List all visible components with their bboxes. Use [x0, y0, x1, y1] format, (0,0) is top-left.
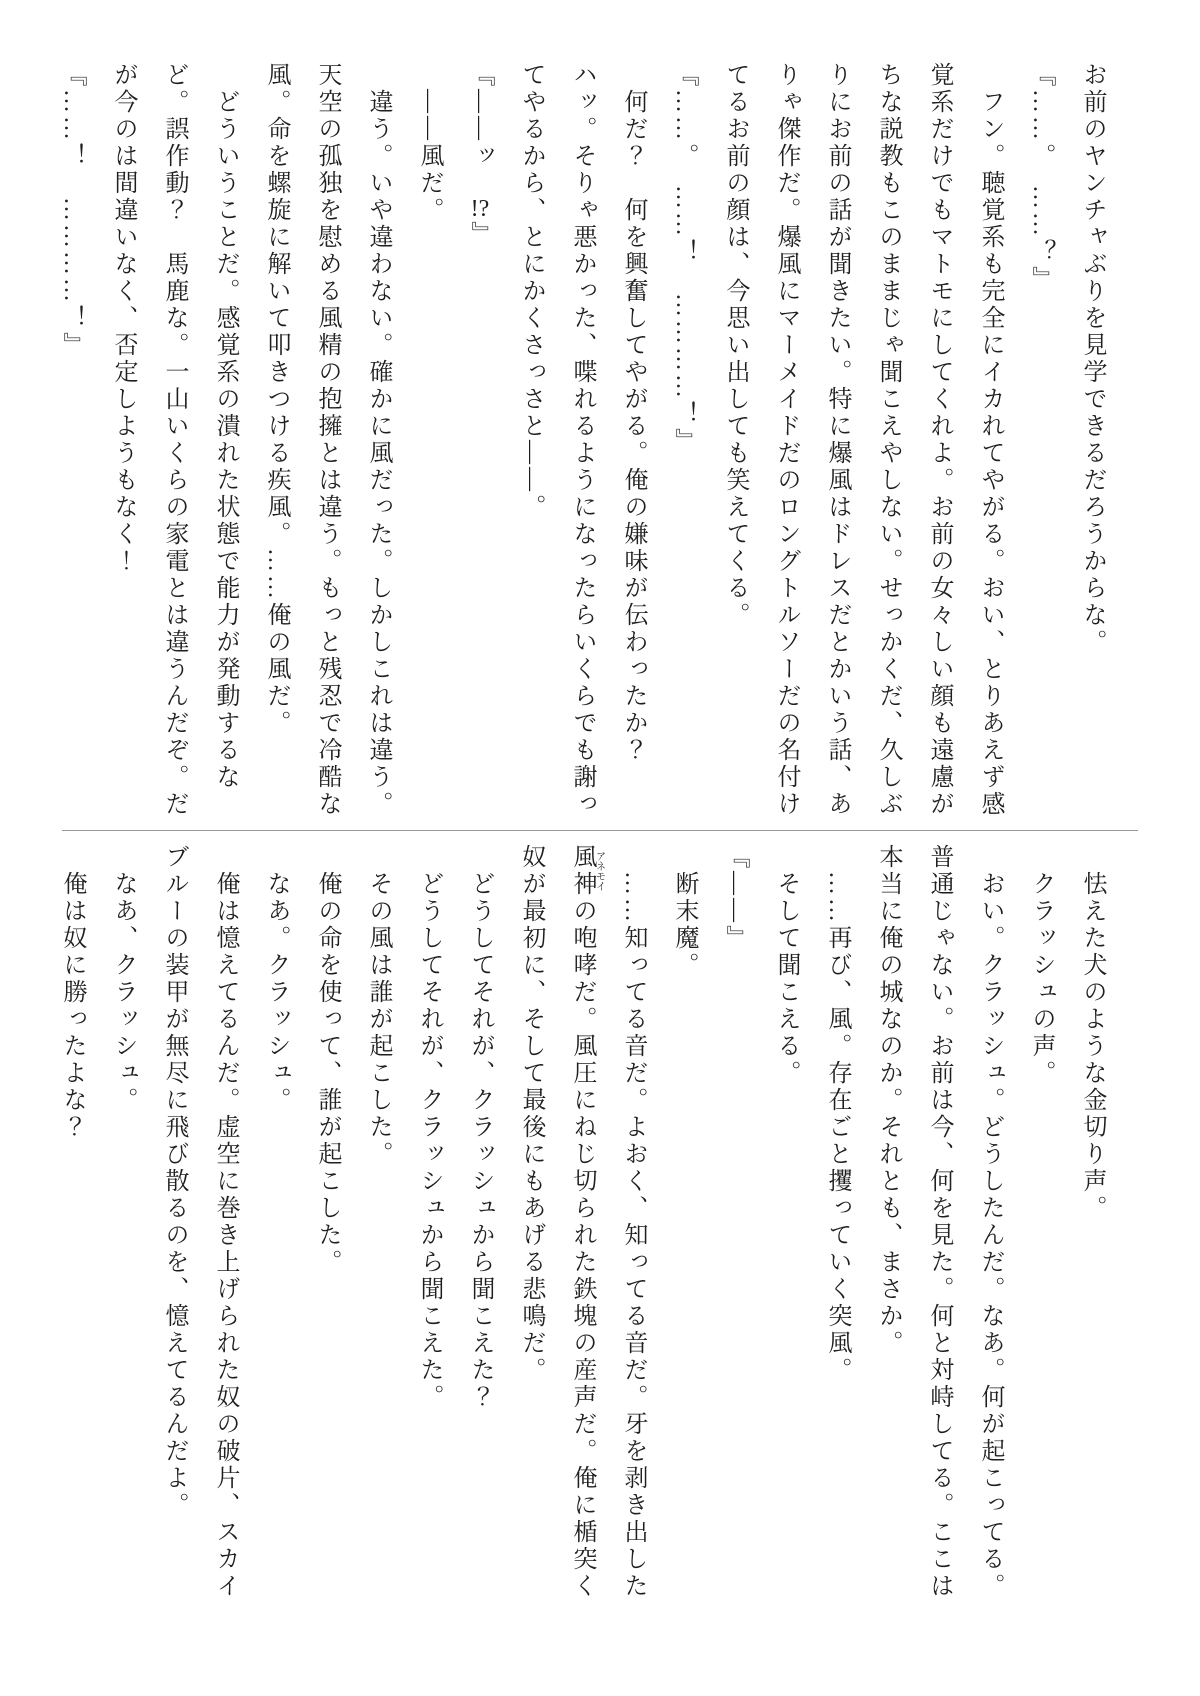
text-section-top: [37, 62, 1117, 822]
paragraph: 『……。 ……！ …………！』: [671, 62, 697, 455]
paragraph: 俺の命を使って、誰が起こした。: [314, 871, 340, 1276]
section-divider: [62, 830, 1138, 831]
paragraph: どういうことだ。感覚系の潰れた状態で能力が発動するなど。誤作動？ 馬鹿な。一山いくらの家電とは違うんだぞ。だが今のは間違いなく、否定しようもなく！: [110, 62, 238, 818]
paragraph: クラッシュの声。: [1028, 871, 1054, 1087]
ruby-annotated-word: 風神アネモイ: [569, 844, 605, 898]
paragraph: ――風だ。: [416, 89, 442, 224]
paragraph: 『――』: [722, 844, 748, 952]
paragraph: おい。クラッシュ。どうしたんだ。なあ。何が起こってる。普通じゃない。お前は今、何を見た。何と対峙してる。ここは本当に俺の城なのか。それとも、まさか。: [875, 844, 1003, 1600]
paragraph: なあ、クラッシュ。: [110, 871, 136, 1114]
horizontal-in-vertical-text: !?: [470, 197, 490, 221]
paragraph: なあ。クラッシュ。: [263, 871, 289, 1114]
paragraph: ……再び、風。存在ごと攫っていく突風。: [824, 871, 850, 1384]
paragraph: ……知ってる音だ。よおく、知ってる音だ。牙を剥き出した風神アネモイの咆哮だ。風圧にねじ切られた鉄塊の産声だ。俺に楯突く奴が最初に、そして最後にもあげる悲鳴だ。: [518, 844, 646, 1600]
paragraph: 断末魔。: [671, 871, 697, 979]
paragraph: 『……！ …………！』: [59, 62, 85, 359]
paragraph: フン。聴覚系も完全にイカれてやがる。おい、とりあえず感覚系だけでもマトモにしてくれよ。お前の女々しい顔も遠慮がちな説教もこのままじゃ聞こえやしない。せっかくだ、久しぶりにお前の話が聞きたい。特に爆風はドレスだとかいう話、ありゃ傑作だ。爆風にマーメイドだのロングトルソーだの名付けてるお前の顔は、今思い出しても笑えてくる。: [722, 62, 1003, 818]
paragraph: 違う。いや違わない。確かに風だった。しかしこれは違う。天空の孤独を慰める風精の抱擁とは違う。もっと残忍で冷酷な風。命を螺旋に解いて叩きつける疾風。……俺の風だ。: [263, 62, 391, 818]
paragraph: お前のヤンチャぶりを見学できるだろうからな。: [1079, 62, 1105, 656]
paragraph: 怯えた犬のような金切り声。: [1079, 871, 1105, 1222]
paragraph: どうしてそれが、クラッシュから聞こえた？: [467, 871, 493, 1411]
paragraph: 俺は奴に勝ったよな？: [59, 871, 85, 1141]
paragraph: 何だ？ 何を興奮してやがる。俺の嫌味が伝わったか？: [620, 89, 646, 764]
furigana: アネモイ: [593, 844, 605, 898]
paragraph: 『――ッ !?』: [467, 62, 493, 248]
paragraph: どうしてそれが、クラッシュから聞こえた。: [416, 871, 442, 1411]
paragraph: ハッ。そりゃ悪かった、喋れるようになったらいくらでも謝ってやるから、とにかくさっさと――。: [518, 62, 595, 818]
paragraph: 『……。 ……？』: [1028, 62, 1054, 293]
paragraph: 俺は憶えてるんだ。虚空に巻き上げられた奴の破片、スカイブルーの装甲が無尽に飛び散るのを、憶えてるんだよ。: [161, 844, 238, 1600]
paragraph: そして聞こえる。: [773, 871, 799, 1087]
text-section-bottom: [37, 844, 1117, 1604]
paragraph: その風は誰が起こした。: [365, 871, 391, 1168]
